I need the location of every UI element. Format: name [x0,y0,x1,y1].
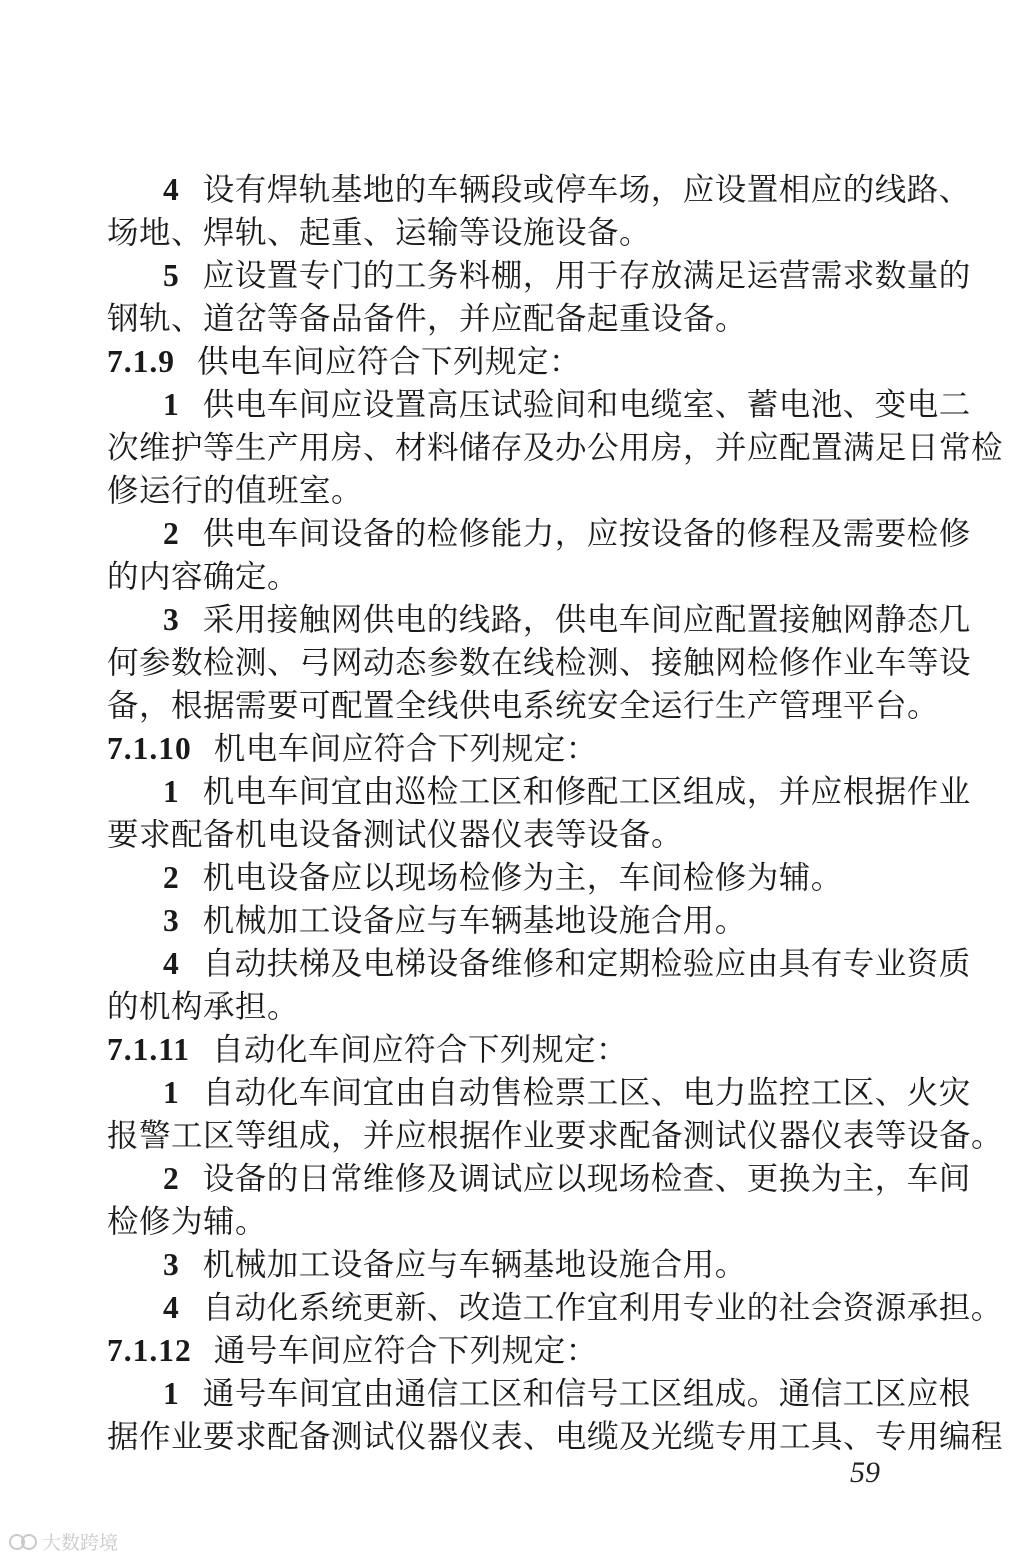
item-text: 据作业要求配备测试仪器仪表、电缆及光缆专用工具、专用编程 [107,1419,1004,1455]
item-text: 机电设备应以现场检修为主，车间检修为辅。 [202,860,843,896]
text-line [163,772,971,812]
item-text: 的机构承担。 [107,989,300,1025]
text-line [107,213,907,253]
text-line [163,170,971,210]
item-number: 1 [163,387,179,422]
item-text: 设有焊轨基地的车辆段或停车场，应设置相应的线路、 [202,172,971,208]
item-text: 检修为辅。 [107,1204,268,1240]
text-line [107,643,972,683]
section-number: 7.1.9 [107,344,175,379]
text-line [163,1374,971,1414]
item-text: 次维护等生产用房、材料储存及办公用房，并应配置满足日常检 [107,430,1004,466]
section-heading [107,342,907,382]
text-line [107,1116,1004,1156]
item-number: 3 [163,602,179,637]
watermark-text: 大数跨境 [42,1532,119,1554]
item-text: 报警工区等组成，并应根据作业要求配备测试仪器仪表等设备。 [107,1118,1004,1154]
item-text: 设备的日常维修及调试应以现场检查、更换为主，车间 [202,1161,971,1197]
text-line [107,471,907,511]
item-text: 应设置专门的工务料棚，用于存放满足运营需求数量的 [202,258,971,294]
item-text: 供电车间设备的检修能力，应按设备的修程及需要检修 [202,516,971,552]
item-text: 何参数检测、弓网动态参数在线检测、接触网检修作业车等设 [107,645,972,681]
section-title: 自动化车间应符合下列规定： [212,1032,629,1068]
item-text: 自动化系统更新、改造工作宜利用专业的社会资源承担。 [202,1290,1003,1326]
item-text: 备，根据需要可配置全线供电系统安全运行生产管理平台。 [107,688,940,724]
item-text: 供电车间应设置高压试验间和电缆室、蓄电池、变电二 [202,387,971,423]
item-number: 2 [163,1161,179,1196]
section-title: 供电车间应符合下列规定： [197,344,582,380]
item-number: 5 [163,258,179,293]
text-line [163,600,971,640]
section-number: 7.1.12 [107,1333,192,1368]
section-title: 通号车间应符合下列规定： [213,1333,598,1369]
text-line [163,256,971,296]
item-number: 1 [163,1075,179,1110]
text-line [163,1073,971,1113]
text-line [163,1159,971,1199]
item-number: 1 [163,774,179,809]
text-line [107,815,907,855]
item-text: 机械加工设备应与车辆基地设施合用。 [202,903,747,939]
item-number: 1 [163,1376,179,1411]
text-line [163,1245,907,1285]
item-number: 4 [163,172,179,207]
watermark-logo-icon [8,1531,38,1553]
item-text: 要求配备机电设备测试仪器仪表等设备。 [107,817,684,853]
text-line [107,1202,907,1242]
item-text: 机电车间宜由巡检工区和修配工区组成，并应根据作业 [202,774,971,810]
item-number: 3 [163,1247,179,1282]
item-number: 4 [163,1290,179,1325]
item-number: 3 [163,903,179,938]
section-number: 7.1.11 [107,1032,191,1067]
text-line [163,944,971,984]
section-heading [107,1030,907,1070]
watermark [8,1528,118,1555]
text-line [107,299,907,339]
text-line [163,901,907,941]
section-title: 机电车间应符合下列规定： [213,731,598,767]
item-text: 通号车间宜由通信工区和信号工区组成。通信工区应根 [202,1376,971,1412]
section-heading [107,1331,907,1371]
text-line [107,987,907,1027]
text-line [163,385,971,425]
item-text: 自动扶梯及电梯设备维修和定期检验应由具有专业资质 [202,946,971,982]
item-text: 修运行的值班室。 [107,473,364,509]
section-heading [107,729,907,769]
item-text: 场地、焊轨、起重、运输等设施设备。 [107,215,652,251]
item-text: 的内容确定。 [107,559,300,595]
text-line [163,1288,1003,1328]
item-number: 2 [163,860,179,895]
text-line [163,858,907,898]
text-line [107,557,907,597]
page-number: 59 [850,1456,880,1489]
text-line [107,686,940,726]
text-line [107,1417,1004,1457]
item-text: 钢轨、道岔等备品备件，并应配备起重设备。 [107,301,748,337]
item-text: 自动化车间宜由自动售检票工区、电力监控工区、火灾 [202,1075,971,1111]
text-line [163,514,971,554]
item-number: 2 [163,516,179,551]
item-text: 采用接触网供电的线路，供电车间应配置接触网静态几 [202,602,971,638]
item-text: 机械加工设备应与车辆基地设施合用。 [202,1247,747,1283]
text-line [107,428,1004,468]
section-number: 7.1.10 [107,731,192,766]
item-number: 4 [163,946,179,981]
